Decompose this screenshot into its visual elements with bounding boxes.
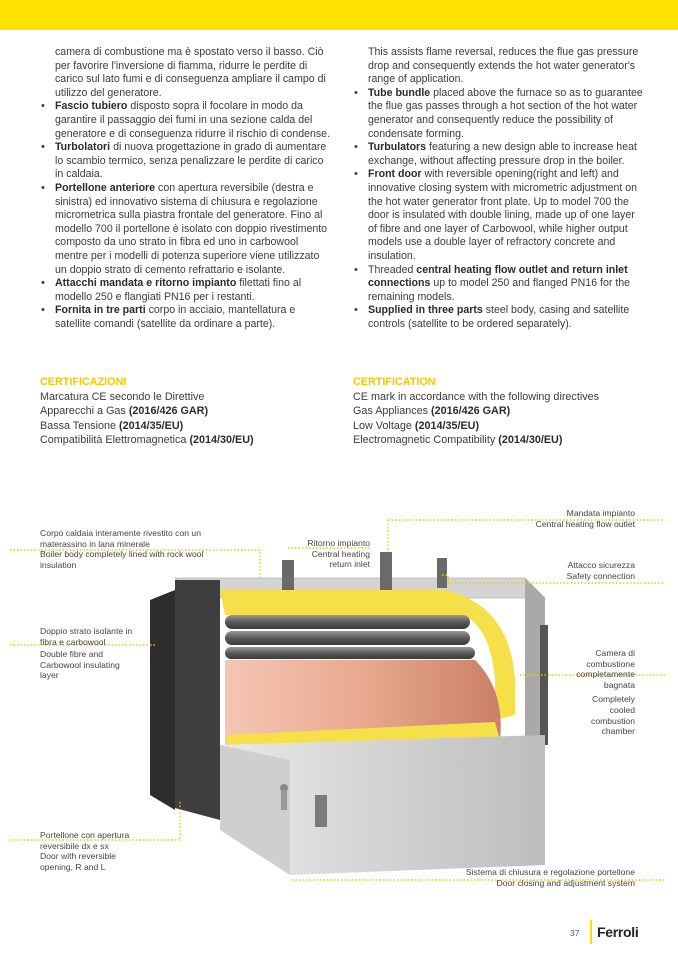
english-feature-list <box>353 87 645 332</box>
list-item: • Turbulators featuring a new design able to increase heat exchange, without affecting pressure drop in the boiler. <box>353 141 645 168</box>
list-item: • Fascio tubiero disposto sopra il focolare in modo da garantire il passaggio dei fumi in una sezione calda del generatore e di conseguenza ridurre il rischio di condense. <box>40 100 330 141</box>
top-yellow-band <box>0 0 678 30</box>
tube-bundle <box>225 615 475 659</box>
list-item: • Front door with reversible opening(right and left) and innovative closing system with micrometric adjustment on the hot water generator front plate. Up to model 700 the door is insulated with double lining, made up of one layer of fibre and one layer of Carbowool, while higher output models use a double layer of refractory concrete and insulation. <box>353 168 645 263</box>
certification-line: Electromagnetic Compatibility (2014/30/EU) <box>353 433 563 446</box>
safety-connection-label: Attacco sicurezza Safety connection <box>566 560 635 581</box>
brand-accent-bar <box>590 920 592 944</box>
door-closing-system-label: Sistema di chiusura e regolazione portellone Door closing and adjustment system <box>465 867 635 888</box>
english-certification-intro: CE mark in accordance with the following directives <box>353 391 600 404</box>
italian-lead-paragraph: camera di combustione ma è spostato verso il basso. Ciò per favorire l'inversione di fiamma, ridurre le perdite di carico sul lato fumi e di conseguenza ampliare il campo di utilizzo del generatore. <box>55 46 326 99</box>
ferroli-logo: Ferroli <box>597 924 639 940</box>
certification-line: Low Voltage (2014/35/EU) <box>353 419 480 432</box>
insulating-layer-label: Doppio strato isolante in fibra e carbowool Double fibre and Carbowool insulating layer <box>40 626 133 681</box>
english-certification-heading: CERTIFICATION <box>353 376 436 388</box>
certification-line: Bassa Tensione (2014/35/EU) <box>40 419 184 432</box>
list-item: • Fornita in tre parti corpo in acciaio, mantellatura e satellite comandi (satellite da ordinare a parte). <box>40 304 330 331</box>
english-lead-paragraph: This assists flame reversal, reduces the flue gas pressure drop and consequently extends the hot water generator's range of application. <box>368 46 639 86</box>
body-insulation-label: Corpo caldaia interamente rivestito con un materassino in lana minerale Boiler body completely lined with rock wool insulation <box>40 528 204 570</box>
return-inlet-label: Ritorno impianto Central heating return inlet <box>307 538 370 570</box>
boiler-cutaway-diagram <box>0 490 678 910</box>
english-certification-block <box>353 375 653 447</box>
list-item: • Portellone anteriore con apertura reversibile (destra e sinistra) ed innovativo sistema di chiusura e regolazione micrometrica sulla piastra frontale del generatore. Fino al modello 700 il portellone è isolato con doppio rivestimento composto da uno strato in fibra ed uno in carbowool mentre per i modelli di potenza superiore viene utilizzato un doppio strato di cemento refrattario e isolante. <box>40 182 330 277</box>
italian-feature-list <box>40 100 330 331</box>
italian-certification-heading: CERTIFICAZIONI <box>40 376 127 388</box>
certification-line: Gas Appliances (2016/426 GAR) <box>353 405 511 418</box>
italian-certification-intro: Marcatura CE secondo le Direttive <box>40 391 205 404</box>
list-item: • Tube bundle placed above the furnace so as to guarantee the flue gas passes through a hot section of the hot water generator and consequently reduce the possibility of condensate forming. <box>353 87 645 141</box>
english-text-column <box>353 46 645 331</box>
flow-outlet-label: Mandata impianto Central heating flow outlet <box>535 508 635 529</box>
list-item: • Attacchi mandata e ritorno impianto filettati fino al modello 250 e flangiati PN16 per i restanti. <box>40 277 330 304</box>
italian-certification-block <box>40 375 340 447</box>
reversible-door-label: Portellone con apertura reversibile dx e sx Door with reversible opening, R and L <box>40 830 130 872</box>
certification-line: Apparecchi a Gas (2016/426 GAR) <box>40 405 209 418</box>
certification-line: Compatibilità Elettromagnetica (2014/30/EU) <box>40 433 254 446</box>
italian-text-column <box>40 46 330 331</box>
combustion-chamber-label: Camera di combustione completamente bagnata Completely cooled combustion chamber <box>576 648 635 737</box>
list-item: • Turbolatori di nuova progettazione in grado di aumentare lo scambio termico, senza penalizzare le perdite di carico in caldaia. <box>40 141 330 182</box>
list-item: • Supplied in three parts steel body, casing and satellite controls (satellite to be ordered separately). <box>353 304 645 331</box>
page-number: 37 <box>570 928 580 938</box>
list-item: • Threaded central heating flow outlet and return inlet connections up to model 250 and flanged PN16 for the remaining models. <box>353 264 645 305</box>
